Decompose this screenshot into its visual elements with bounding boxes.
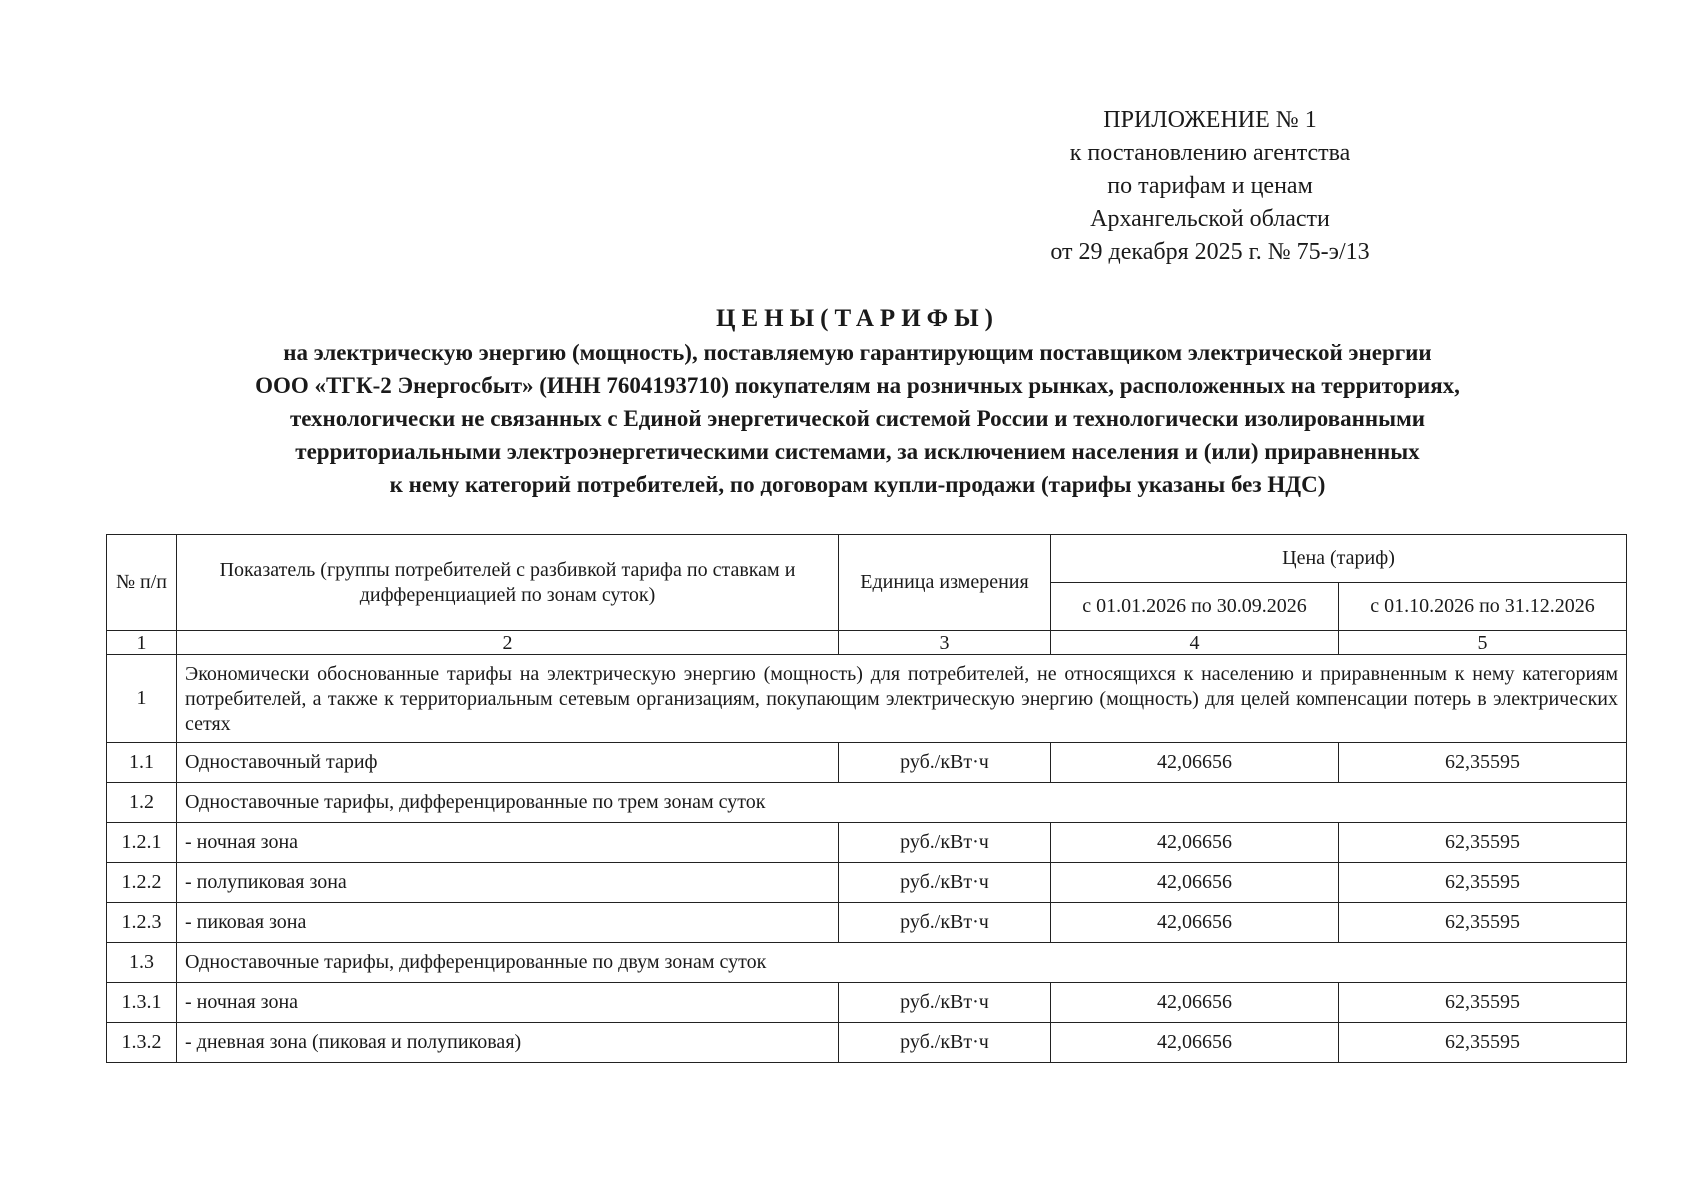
row-price-period-1: 42,06656 xyxy=(1051,903,1339,943)
row-name: - ночная зона xyxy=(177,983,839,1023)
header-unit: Единица измерения xyxy=(839,535,1051,631)
header-period-2: с 01.10.2026 по 31.12.2026 xyxy=(1339,583,1627,631)
row-name: Одноставочный тариф xyxy=(177,743,839,783)
column-number: 1 xyxy=(107,631,177,655)
title-line: на электрическую энергию (мощность), поставляемую гарантирующим поставщиком электрической энергии xyxy=(283,340,1432,365)
row-price-period-2: 62,35595 xyxy=(1339,743,1627,783)
table-row xyxy=(107,983,1627,1023)
row-price-period-2: 62,35595 xyxy=(1339,1023,1627,1063)
title-line: ООО «ТГК-2 Энергосбыт» (ИНН 7604193710) покупателям на розничных рынках, расположенных на территориях, xyxy=(255,373,1460,398)
column-number: 5 xyxy=(1339,631,1627,655)
row-num: 1.3.2 xyxy=(107,1023,177,1063)
row-unit: руб./кВт·ч xyxy=(839,863,1051,903)
table-row xyxy=(107,863,1627,903)
row-num: 1.1 xyxy=(107,743,177,783)
row-price-period-1: 42,06656 xyxy=(1051,1023,1339,1063)
row-price-period-1: 42,06656 xyxy=(1051,743,1339,783)
table-row xyxy=(107,783,1627,823)
title-line: территориальными электроэнергетическими системами, за исключением населения и (или) приравненных xyxy=(295,439,1420,464)
section-row xyxy=(107,655,1627,743)
table-row xyxy=(107,1023,1627,1063)
appendix-date: от 29 декабря 2025 г. № 75-э/13 xyxy=(1050,239,1370,265)
appendix-number: ПРИЛОЖЕНИЕ № 1 xyxy=(1103,107,1317,133)
row-num: 1.2.2 xyxy=(107,863,177,903)
title-subtitle xyxy=(80,336,1635,501)
header-num: № п/п xyxy=(107,535,177,631)
table-row xyxy=(107,943,1627,983)
row-unit: руб./кВт·ч xyxy=(839,903,1051,943)
header-indicator: Показатель (группы потребителей с разбивкой тарифа по ставкам и дифференциацией по зонам суток) xyxy=(177,535,839,631)
table-row xyxy=(107,903,1627,943)
document-title xyxy=(80,302,1635,501)
column-number: 3 xyxy=(839,631,1051,655)
row-num: 1.3.1 xyxy=(107,983,177,1023)
table-row xyxy=(107,743,1627,783)
row-group-name: Одноставочные тарифы, дифференцированные по трем зонам суток xyxy=(177,783,1627,823)
row-unit: руб./кВт·ч xyxy=(839,743,1051,783)
row-name: - ночная зона xyxy=(177,823,839,863)
row-price-period-1: 42,06656 xyxy=(1051,863,1339,903)
row-unit: руб./кВт·ч xyxy=(839,1023,1051,1063)
row-price-period-2: 62,35595 xyxy=(1339,983,1627,1023)
row-num: 1.2.1 xyxy=(107,823,177,863)
header-price: Цена (тариф) xyxy=(1051,535,1627,583)
row-unit: руб./кВт·ч xyxy=(839,983,1051,1023)
row-unit: руб./кВт·ч xyxy=(839,823,1051,863)
table-header-row xyxy=(107,535,1627,583)
section-text: Экономически обоснованные тарифы на электрическую энергию (мощность) для потребителей, не относящихся к населению и приравненным к нему категориям потребителей, а также к территориальным сетевым организациям, покупающим электрическую энергию (мощность) для целей компенсации потерь в электрических сетях xyxy=(177,655,1627,743)
tariff-table xyxy=(106,534,1627,1063)
appendix-line: Архангельской области xyxy=(1090,206,1330,232)
appendix-line: к постановлению агентства xyxy=(1069,140,1351,166)
column-number-row xyxy=(107,631,1627,655)
column-number: 4 xyxy=(1051,631,1339,655)
title-main: ЦЕНЫ(ТАРИФЫ) xyxy=(716,305,999,332)
row-price-period-1: 42,06656 xyxy=(1051,983,1339,1023)
row-group-name: Одноставочные тарифы, дифференцированные по двум зонам суток xyxy=(177,943,1627,983)
row-price-period-2: 62,35595 xyxy=(1339,903,1627,943)
row-num: 1.2 xyxy=(107,783,177,823)
row-name: - полупиковая зона xyxy=(177,863,839,903)
title-line: к нему категорий потребителей, по договорам купли-продажи (тарифы указаны без НДС) xyxy=(389,472,1326,497)
row-name: - пиковая зона xyxy=(177,903,839,943)
appendix-header xyxy=(1020,104,1400,269)
row-num: 1.3 xyxy=(107,943,177,983)
table-row xyxy=(107,823,1627,863)
row-num: 1.2.3 xyxy=(107,903,177,943)
section-num: 1 xyxy=(107,655,177,743)
row-price-period-2: 62,35595 xyxy=(1339,823,1627,863)
header-period-1: с 01.01.2026 по 30.09.2026 xyxy=(1051,583,1339,631)
row-name: - дневная зона (пиковая и полупиковая) xyxy=(177,1023,839,1063)
row-price-period-1: 42,06656 xyxy=(1051,823,1339,863)
title-line: технологически не связанных с Единой энергетической системой России и технологически изолированными xyxy=(289,406,1426,431)
appendix-line: по тарифам и ценам xyxy=(1107,173,1313,199)
row-price-period-2: 62,35595 xyxy=(1339,863,1627,903)
column-number: 2 xyxy=(177,631,839,655)
